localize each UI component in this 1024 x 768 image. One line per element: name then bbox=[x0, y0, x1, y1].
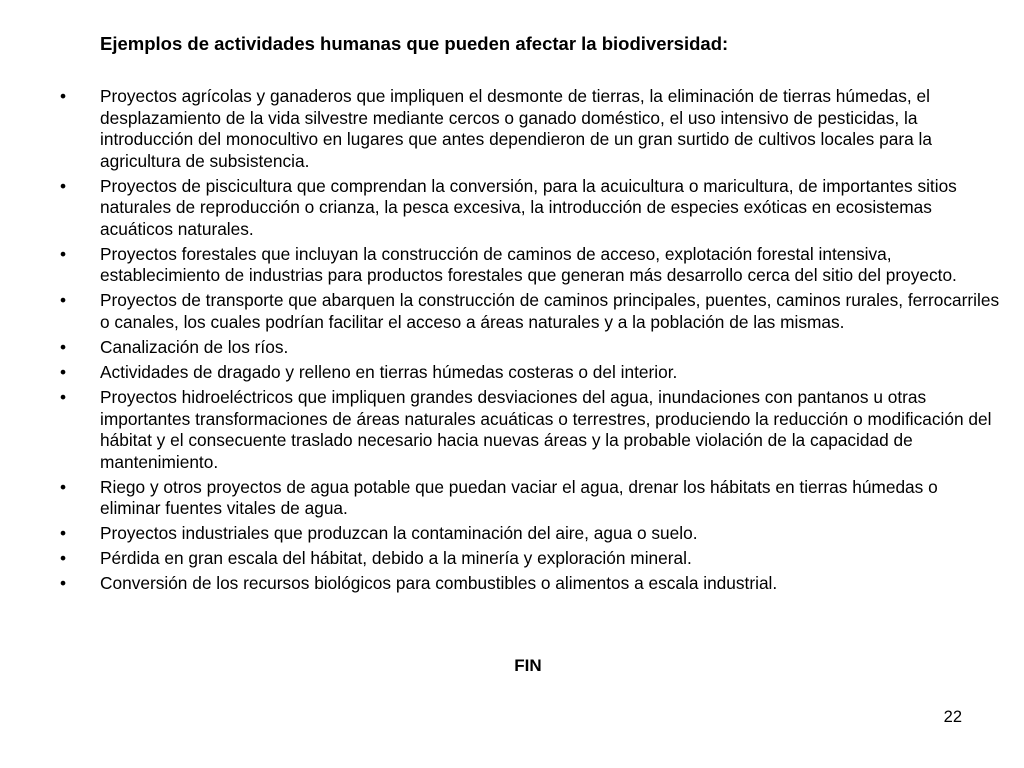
bullet-icon: • bbox=[60, 243, 67, 264]
bullet-list bbox=[60, 86, 1000, 599]
list-item bbox=[60, 362, 1000, 384]
bullet-icon: • bbox=[60, 175, 67, 196]
page-number: 22 bbox=[943, 708, 962, 726]
list-item-text: Actividades de dragado y relleno en tierras húmedas costeras o del interior. bbox=[100, 361, 678, 382]
list-item bbox=[60, 86, 1000, 172]
bullet-icon: • bbox=[60, 573, 67, 594]
slide-title: Ejemplos de actividades humanas que pueden afectar la biodiversidad: bbox=[100, 33, 729, 54]
list-item bbox=[60, 477, 1000, 520]
list-item-text: Pérdida en gran escala del hábitat, debido a la minería y exploración mineral. bbox=[100, 548, 692, 569]
bullet-icon: • bbox=[60, 361, 67, 382]
list-item-text: Proyectos de piscicultura que comprendan la conversión, para la acuicultura o maricultura, de importantes sitios naturales de reproducción o crianza, la pesca excesiva, la introducción de especies exóticas en ecosistemas acuáticos naturales. bbox=[100, 175, 957, 239]
bullet-icon: • bbox=[60, 548, 67, 569]
list-item bbox=[60, 244, 1000, 287]
bullet-icon: • bbox=[60, 476, 67, 497]
list-item bbox=[60, 573, 1000, 595]
bullet-icon: • bbox=[60, 86, 67, 106]
bullet-icon: • bbox=[60, 523, 67, 544]
list-item bbox=[60, 387, 1000, 473]
list-item-text: Proyectos de transporte que abarquen la construcción de caminos principales, puentes, caminos rurales, ferrocarriles o canales, los cuales podrían facilitar el acceso a áreas naturales y a la población de las mismas. bbox=[100, 290, 1000, 332]
list-item-text: Riego y otros proyectos de agua potable que puedan vaciar el agua, drenar los hábitats en tierras húmedas o eliminar fuentes vitales de agua. bbox=[100, 476, 938, 519]
list-item-text: Proyectos industriales que produzcan la contaminación del aire, agua o suelo. bbox=[100, 523, 698, 544]
list-item-text: Conversión de los recursos biológicos para combustibles o alimentos a escala industrial. bbox=[100, 573, 778, 594]
bullet-icon: • bbox=[60, 336, 67, 357]
bullet-icon: • bbox=[60, 387, 67, 408]
list-item-text: Proyectos agrícolas y ganaderos que impliquen el desmonte de tierras, la eliminación de tierras húmedas, el desplazamiento de la vida silvestre mediante cercos o ganado doméstico, el uso intensivo de pesticidas, la introducción del monocultivo en lugares que antes dependieron de un gran surtido de cultivos locales para la agricultura de subsistencia. bbox=[100, 86, 932, 171]
list-item bbox=[60, 548, 1000, 570]
list-item-text: Canalización de los ríos. bbox=[100, 336, 289, 357]
end-label: FIN bbox=[514, 656, 542, 675]
list-item-text: Proyectos hidroeléctricos que impliquen grandes desviaciones del agua, inundaciones con pantanos u otras importantes transformaciones de áreas naturales acuáticas o terrestres, produciendo la reducción o modificación del hábitat y el consecuente traslado necesario hacia nuevas áreas y la probable violación de la capacidad de mantenimiento. bbox=[100, 387, 992, 472]
list-item-text: Proyectos forestales que incluyan la construcción de caminos de acceso, explotación forestal intensiva, establecimiento de industrias para productos forestales que generan más desarrollo cerca del sitio del proyecto. bbox=[100, 243, 957, 286]
bullet-icon: • bbox=[60, 290, 67, 311]
list-item bbox=[60, 176, 1000, 241]
list-item bbox=[60, 337, 1000, 359]
list-item bbox=[60, 523, 1000, 545]
list-item bbox=[60, 290, 1000, 333]
